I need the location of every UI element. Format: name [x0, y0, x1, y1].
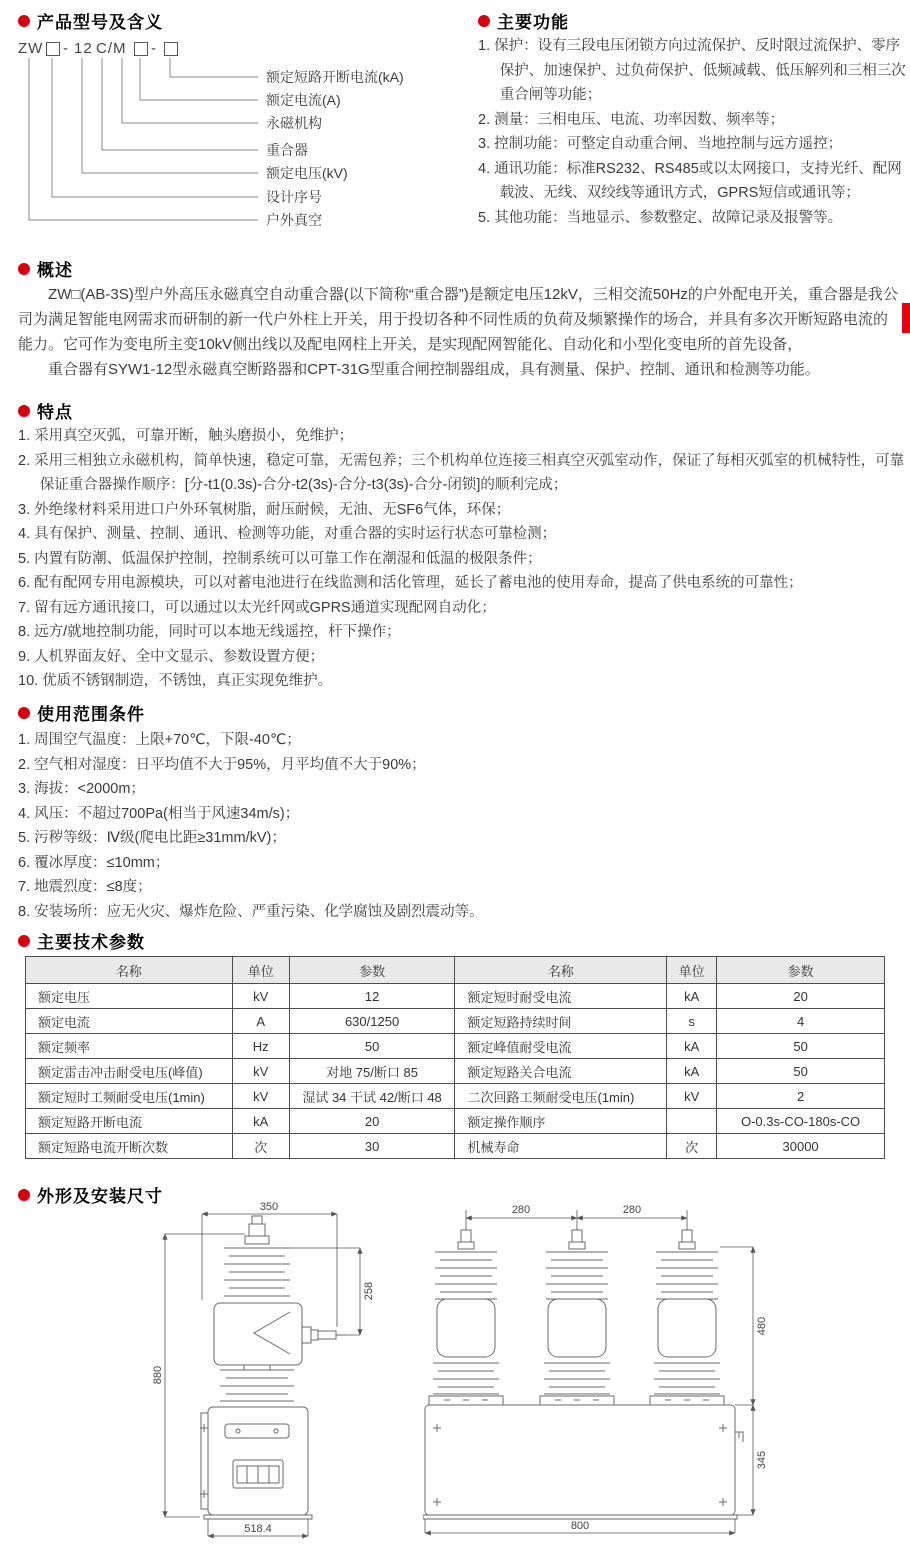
dim-pole-spacing: 280: [511, 1204, 531, 1216]
condition-item: 6. 覆冰厚度：≤10mm；: [18, 854, 170, 871]
section-heading-params: [18, 928, 145, 953]
table-cell: 额定短路持续时间: [455, 1009, 667, 1034]
table-cell: 630/1250: [289, 1009, 455, 1034]
table-cell: 湿试 34 干试 42/断口 48: [289, 1084, 455, 1109]
dim-box-height: 345: [756, 1450, 768, 1470]
features-section-title: 特点: [37, 403, 73, 422]
function-item: 4. 通讯功能：标准RS232、RS485或以太网接口，支持光纤、配网载波、无线、双绞线等通讯方式，GPRS短信或通讯等；: [478, 160, 902, 201]
table-header-cell: 名称: [26, 957, 233, 984]
model-box: [134, 42, 148, 56]
feature-item: 3. 外绝缘材料采用进口户外环氧树脂，耐压耐候，无油、无SF6气体，环保；: [18, 501, 511, 518]
functions-section-title: 主要功能: [497, 13, 569, 32]
table-cell: 2: [717, 1084, 885, 1109]
model-code-dash: -: [151, 40, 157, 57]
condition-item: 4. 风压：不超过700Pa(相当于风速34m/s)；: [18, 805, 300, 822]
feature-item: 10. 优质不锈钢制造，不锈蚀，真正实现免维护。: [18, 673, 333, 689]
conditions-list: [18, 728, 898, 924]
overview-text: [18, 282, 900, 382]
technical-parameters-table: [25, 956, 885, 1159]
model-label: 设计序号: [266, 189, 322, 205]
feature-item: 6. 配有配网专用电源模块，可以对蓄电池进行在线监测和活化管理，延长了蓄电池的使用寿命，提高了供电系统的可靠性；: [18, 575, 803, 591]
table-cell: 额定操作顺序: [455, 1109, 667, 1134]
table-cell: kA: [667, 1059, 717, 1084]
dim-base-width: 518.4: [244, 1523, 272, 1535]
table-cell: Hz: [232, 1034, 289, 1059]
model-label: 永磁机构: [266, 115, 322, 131]
model-label: 户外真空: [266, 212, 322, 228]
red-bullet-icon: [18, 1189, 30, 1201]
red-bullet-icon: [478, 15, 490, 27]
feature-item: 4. 具有保护、测量、控制、通讯、检测等功能，对重合器的实时运行状态可靠检测；: [18, 526, 557, 542]
red-bullet-icon: [18, 405, 30, 417]
params-table-area: [25, 956, 885, 1159]
dim-total-height: 880: [152, 1365, 164, 1385]
dim-base-width: 800: [570, 1520, 590, 1532]
model-box: [46, 42, 60, 56]
table-cell: s: [667, 1009, 717, 1034]
table-cell: 50: [717, 1034, 885, 1059]
table-header-cell: 单位: [232, 957, 289, 984]
table-cell: 次: [232, 1134, 289, 1159]
table-cell: 对地 75/断口 85: [289, 1059, 455, 1084]
table-cell: 额定短路关合电流: [455, 1059, 667, 1084]
red-bullet-icon: [18, 935, 30, 947]
three-pole-outline-drawing: [423, 1200, 798, 1548]
params-section-title: 主要技术参数: [37, 933, 145, 952]
table-row: [26, 1034, 885, 1059]
function-item: 3. 控制功能：可整定自动重合闸、当地控制与远方遥控；: [478, 136, 843, 152]
model-code-12: 12: [74, 40, 93, 57]
table-cell: 4: [717, 1009, 885, 1034]
table-cell: 二次回路工频耐受电压(1min): [455, 1084, 667, 1109]
features-list-area: [18, 424, 906, 694]
overview-paragraph: 重合器有SYW1-12型永磁真空断路器和CPT-31G型重合闸控制器组成，具有测量、保护、控制、通讯和检测等功能。: [48, 361, 820, 378]
function-item: 1. 保护：设有三段电压闭锁方向过流保护、反时限过流保护、零序保护、加速保护、过负荷保护、低频减载、低压解列和三相三次重合闸等功能；: [478, 38, 906, 103]
table-cell: 额定峰值耐受电流: [455, 1034, 667, 1059]
functions-list: [478, 34, 906, 230]
table-cell: O-0.3s-CO-180s-CO: [717, 1109, 885, 1134]
condition-item: 5. 污秽等级：Ⅳ级(爬电比距≥31mm/kV)；: [18, 830, 286, 846]
table-cell: [667, 1109, 717, 1134]
dim-insulator-height: 258: [363, 1281, 375, 1301]
table-header-cell: 名称: [455, 957, 667, 984]
feature-item: 7. 留有远方通讯接口，可以通过以太光纤网或GPRS通道实现配网自动化；: [18, 599, 496, 616]
table-row: [26, 1059, 885, 1084]
table-cell: 20: [289, 1109, 455, 1134]
dim-pole-height: 480: [756, 1316, 768, 1336]
section-heading-model: [18, 8, 163, 33]
red-accent-bar: [902, 303, 910, 333]
feature-item: 9. 人机界面友好、全中文显示、参数设置方便；: [18, 648, 325, 665]
table-header-cell: 单位: [667, 957, 717, 984]
functions-list-area: [478, 34, 906, 230]
model-code-diagram: [18, 40, 470, 248]
model-code-cm: C/M: [96, 40, 127, 57]
table-cell: 20: [717, 984, 885, 1009]
table-cell: 30: [289, 1134, 455, 1159]
table-cell: 12: [289, 984, 455, 1009]
table-cell: 30000: [717, 1134, 885, 1159]
table-cell: kA: [232, 1109, 289, 1134]
overview-paragraph: ZW□(AB-3S)型户外高压永磁真空自动重合器(以下简称“重合器”)是额定电压12kV，三相交流50Hz的户外配电开关，重合器是我公司为满足智能电网需求而研制的新一代户外柱上开关，用于投切各种不同性质的负荷及频繁操作的场合，并具有多次开断短路电流的能力。它可作为变电所主变10kV侧出线以及配电网柱上开关，是实现配网智能化、自动化和小型化变电所的首先设备，: [18, 286, 898, 353]
feature-item: 8. 远方/就地控制功能，同时可以本地无线遥控，杆下操作；: [18, 624, 401, 640]
dim-top-width: 350: [259, 1201, 279, 1213]
table-cell: 机械寿命: [455, 1134, 667, 1159]
model-label: 额定电压(kV): [266, 165, 348, 181]
table-cell: 50: [289, 1034, 455, 1059]
model-section-title: 产品型号及含义: [37, 13, 163, 32]
table-row: [26, 1009, 885, 1034]
model-code-zw: ZW: [18, 40, 44, 57]
conditions-section-title: 使用范围条件: [37, 705, 145, 724]
function-item: 2. 测量：三相电压、电流、功率因数、频率等；: [478, 111, 785, 128]
table-cell: kA: [667, 1034, 717, 1059]
table-cell: 次: [667, 1134, 717, 1159]
red-bullet-icon: [18, 707, 30, 719]
table-cell: 额定短路电流开断次数: [26, 1134, 233, 1159]
table-cell: 额定电压: [26, 984, 233, 1009]
model-label: 额定电流(A): [266, 92, 341, 108]
table-cell: 额定电流: [26, 1009, 233, 1034]
table-cell: 额定短时耐受电流: [455, 984, 667, 1009]
table-row: [26, 1084, 885, 1109]
dim-pole-spacing: 280: [622, 1204, 642, 1216]
table-cell: kV: [232, 1059, 289, 1084]
condition-item: 1. 周围空气温度：上限+70℃，下限-40℃；: [18, 732, 301, 748]
table-cell: kV: [232, 984, 289, 1009]
feature-item: 5. 内置有防潮、低温保护控制，控制系统可以可靠工作在潮湿和低温的极限条件；: [18, 550, 542, 567]
table-cell: A: [232, 1009, 289, 1034]
section-heading-conditions: [18, 700, 145, 725]
section-heading-functions: [478, 8, 569, 33]
feature-item: 2. 采用三相独立永磁机构，简单快速，稳定可靠，无需包养；三个机构单位连接三相真空灭弧室动作，保证了每相灭弧室的机械特性，可靠保证重合器操作顺序：[分-t1(0.3s)-合分-t2(3s)-合分-t3(3s)-合分-闭锁]的顺利完成；: [18, 452, 905, 493]
function-item: 5. 其他功能：当地显示、参数整定、故障记录及报警等。: [478, 209, 843, 226]
model-code-dash: -: [63, 40, 69, 57]
table-cell: 额定短路开断电流: [26, 1109, 233, 1134]
red-bullet-icon: [18, 15, 30, 27]
drawings-section-title: 外形及安装尺寸: [37, 1187, 163, 1206]
condition-item: 2. 空气相对湿度：日平均值不大于95%，月平均值不大于90%；: [18, 756, 426, 773]
table-cell: kV: [667, 1084, 717, 1109]
table-row: [26, 1109, 885, 1134]
red-bullet-icon: [18, 263, 30, 275]
section-heading-features: [18, 398, 73, 423]
condition-item: 3. 海拔：<2000m；: [18, 781, 145, 797]
table-header-cell: 参数: [289, 957, 455, 984]
condition-item: 7. 地震烈度：≤8度；: [18, 879, 152, 895]
table-row: [26, 1134, 885, 1159]
single-pole-outline-drawing: [140, 1200, 440, 1548]
section-heading-overview: [18, 256, 73, 281]
table-cell: 额定频率: [26, 1034, 233, 1059]
table-cell: 50: [717, 1059, 885, 1084]
feature-item: 1. 采用真空灭弧，可靠开断，触头磨损小，免维护；: [18, 428, 354, 444]
model-connector-lines: [18, 58, 263, 228]
model-box: [164, 42, 178, 56]
model-label: 额定短路开断电流(kA): [266, 69, 404, 85]
table-cell: 额定雷击冲击耐受电压(峰值): [26, 1059, 233, 1084]
overview-section-title: 概述: [37, 261, 73, 280]
conditions-list-area: [18, 728, 898, 924]
table-cell: kA: [667, 984, 717, 1009]
features-list: [18, 424, 906, 694]
table-header-cell: 参数: [717, 957, 885, 984]
table-header-row: [26, 957, 885, 984]
table-row: [26, 984, 885, 1009]
table-cell: kV: [232, 1084, 289, 1109]
model-label: 重合器: [266, 142, 308, 158]
table-cell: 额定短时工频耐受电压(1min): [26, 1084, 233, 1109]
condition-item: 8. 安装场所：应无火灾、爆炸危险、严重污染、化学腐蚀及剧烈震动等。: [18, 903, 484, 920]
